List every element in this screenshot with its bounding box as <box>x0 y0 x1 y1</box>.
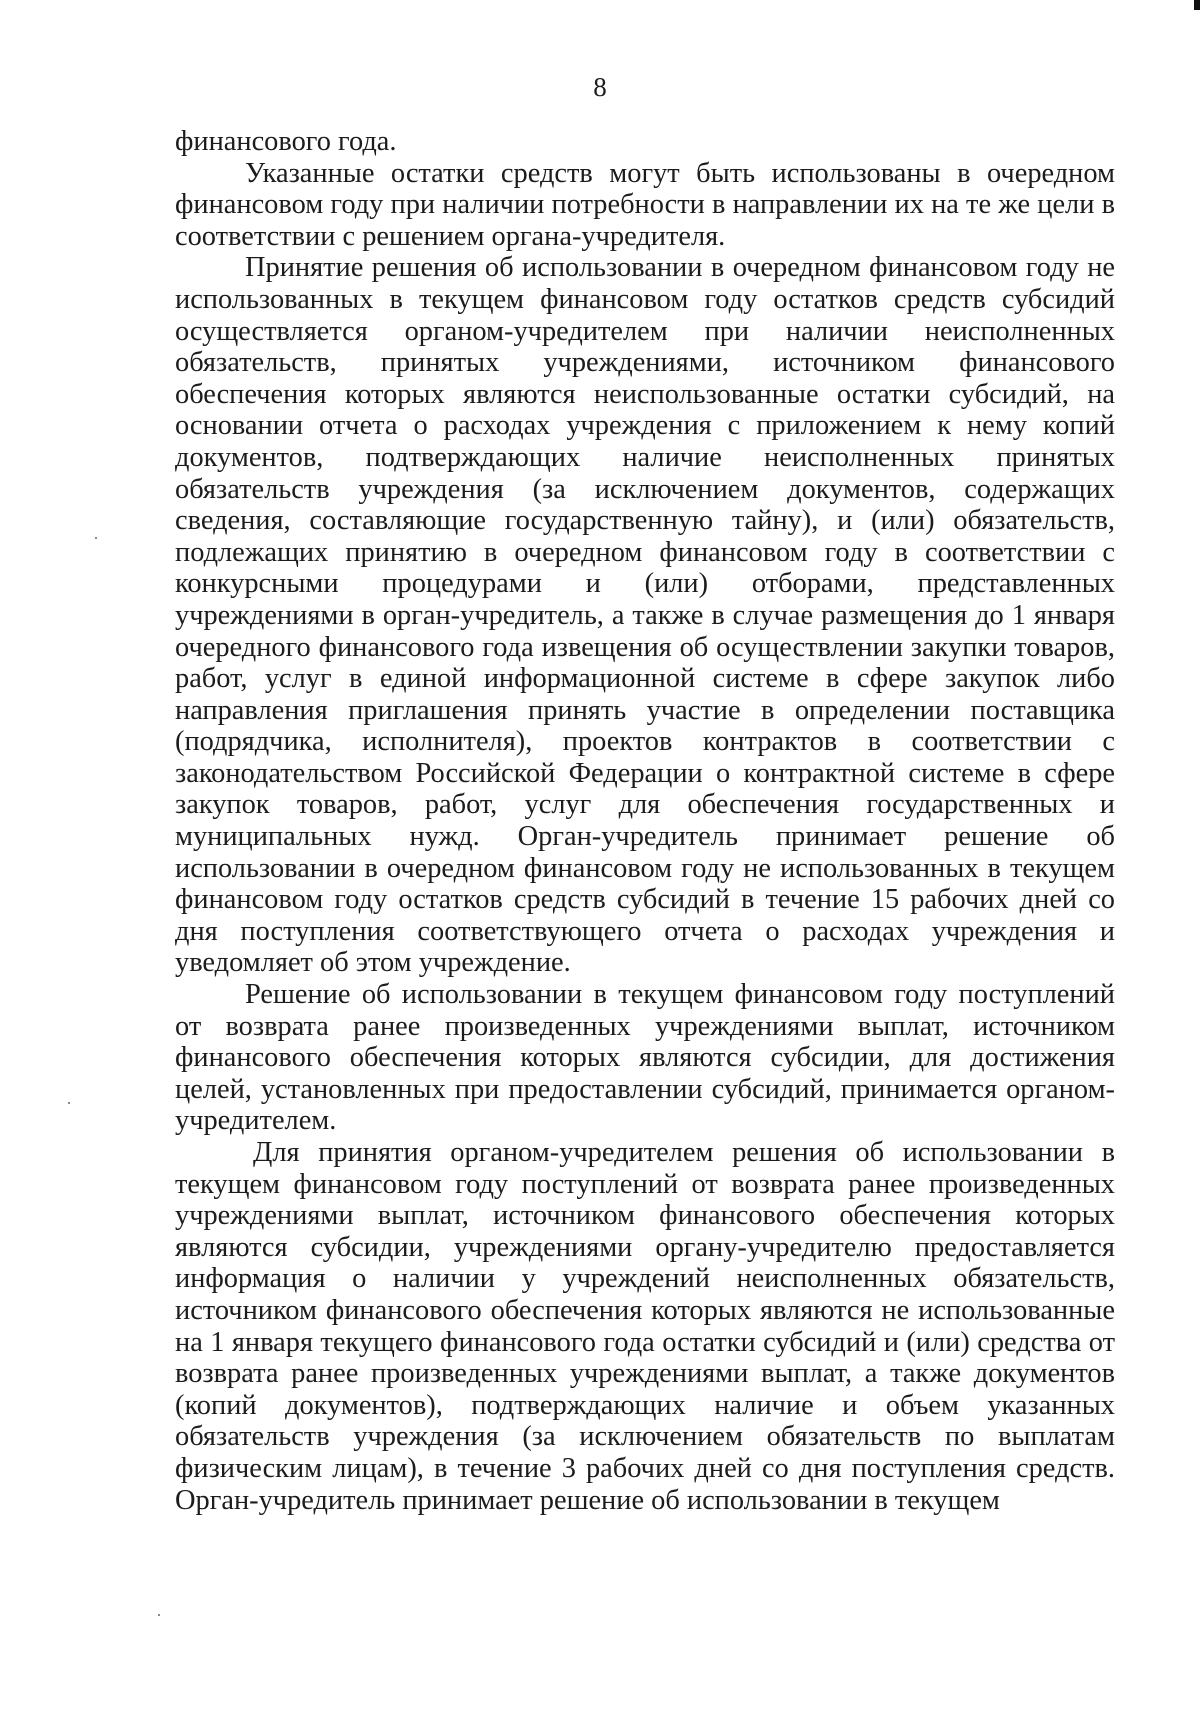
paragraph: Указанные остатки средств могут быть использованы в очередном финансовом году при наличии потребности в направлении их на те же цели в соответствии с решением органа-учредителя. <box>175 157 1115 252</box>
paragraph: Для принятия органом-учредителем решения об использовании в текущем финансовом году поступлений от возврата ранее произведенных учреждениями выплат, источником финансового обеспечения которых являются субсидии, учреждениями органу-учредителю предоставляется информация о наличии у учреждений неисполненных обязательств, источником финансового обеспечения которых являются не использованные на 1 января текущего финансового года остатки субсидий и (или) средства от возврата ранее произведенных учреждениями выплат, а также документов (копий документов), подтверждающих наличие и объем указанных обязательств учреждения (за исключением обязательств по выплатам физическим лицам), в течение 3 рабочих дней со дня поступления средств. Орган-учредитель принимает решение об использовании в текущем <box>175 1137 1115 1516</box>
page-number: 8 <box>593 72 607 102</box>
paragraph: Решение об использовании в текущем финансовом году поступлений от возврата ранее произведенных учреждениями выплат, источником финансового обеспечения которых являются субсидии, для достижения целей, установленных при предоставлении субсидий, принимается органом-учредителем. <box>175 979 1115 1137</box>
scan-speck <box>68 1102 70 1104</box>
scan-speck <box>158 1614 160 1616</box>
scan-speck <box>95 537 97 539</box>
document-body <box>175 126 1115 1516</box>
scan-edge-mark <box>1194 0 1200 10</box>
paragraph-continuation: финансового года. <box>175 126 397 157</box>
paragraph: Принятие решения об использовании в очередном финансовом году не использованных в текущем финансовом году остатков средств субсидий осуществляется органом-учредителем при наличии неисполненных обязательств, принятых учреждениями, источником финансового обеспечения которых являются неиспользованные остатки субсидий, на основании отчета о расходах учреждения с приложением к нему копий документов, подтверждающих наличие неисполненных принятых обязательств учреждения (за исключением документов, содержащих сведения, составляющие государственную тайну), и (или) обязательств, подлежащих принятию в очередном финансовом году в соответствии с конкурсными процедурами и (или) отборами, представленных учреждениями в орган-учредитель, а также в случае размещения до 1 января очередного финансового года извещения об осуществлении закупки товаров, работ, услуг в единой информационной системе в сфере закупок либо направления приглашения принять участие в определении поставщика (подрядчика, исполнителя), проектов контрактов в соответствии с законодательством Российской Федерации о контрактной системе в сфере закупок товаров, работ, услуг для обеспечения государственных и муниципальных нужд. Орган-учредитель принимает решение об использовании в очередном финансовом году не использованных в текущем финансовом году остатков средств субсидий в течение 15 рабочих дней со дня поступления соответствующего отчета о расходах учреждения и уведомляет об этом учреждение. <box>175 252 1115 979</box>
